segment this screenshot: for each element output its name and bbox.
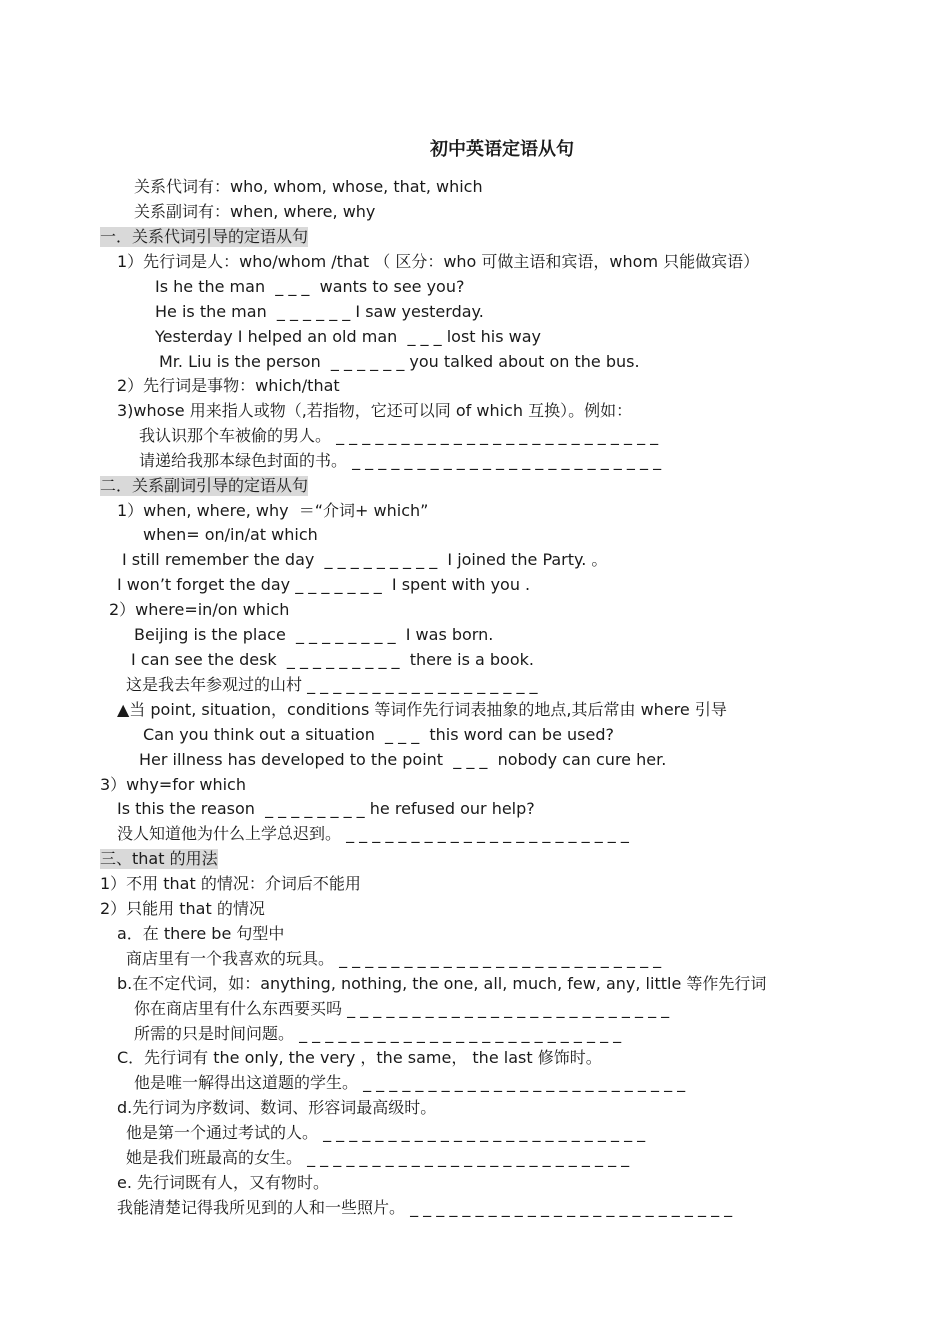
relative-adverbs-line: 关系副词有：when, where, why	[134, 202, 376, 221]
exercise-line: 请递给我那本绿色封面的书。 _ _ _ _ _ _ _ _ _ _ _ _ _ _ _ _ _ _ _ _ _ _ _ _	[139, 451, 662, 470]
exercise-line: Yesterday I helped an old man _ _ _ lost his way	[155, 327, 541, 346]
text-line: ▲当 point, situation，conditions 等词作先行词表抽象的地点,其后常由 where 引导	[117, 700, 727, 719]
exercise-line: 我认识那个车被偷的男人。 _ _ _ _ _ _ _ _ _ _ _ _ _ _ _ _ _ _ _ _ _ _ _ _ _	[139, 426, 659, 445]
text-line: b.在不定代词，如：anything, nothing, the one, all, much, few, any, little 等作先行词	[117, 974, 767, 993]
text-line: 1）when, where, why ＝“介词+ which”	[117, 501, 429, 520]
text-line: 2）只能用 that 的情况	[100, 899, 265, 918]
text-line: a．在 there be 句型中	[117, 924, 285, 943]
exercise-line: I won’t forget the day _ _ _ _ _ _ _ I spent with you .	[117, 575, 531, 594]
text-line: 3）why=for which	[100, 775, 246, 794]
text-line: 3)whose 用来指人或物（,若指物，它还可以同 of which 互换）。例如：	[117, 401, 633, 420]
exercise-line: Is he the man _ _ _ wants to see you?	[155, 277, 465, 296]
exercise-line: Is this the reason _ _ _ _ _ _ _ _ he refused our help?	[117, 799, 535, 818]
exercise-line: 我能清楚记得我所见到的人和一些照片。 _ _ _ _ _ _ _ _ _ _ _ _ _ _ _ _ _ _ _ _ _ _ _ _ _	[117, 1198, 733, 1217]
text-line: e. 先行词既有人，又有物时。	[117, 1173, 330, 1192]
section-heading-3: 三、that 的用法	[100, 849, 218, 868]
document-title: 初中英语定语从句	[430, 139, 574, 160]
text-line: 2）先行词是事物：which/that	[117, 376, 340, 395]
exercise-line: Beijing is the place _ _ _ _ _ _ _ _ I was born.	[134, 625, 494, 644]
text-line: 1）不用 that 的情况：介词后不能用	[100, 874, 361, 893]
exercise-line: 商店里有一个我喜欢的玩具。 _ _ _ _ _ _ _ _ _ _ _ _ _ _ _ _ _ _ _ _ _ _ _ _ _	[126, 949, 662, 968]
exercise-line: 你在商店里有什么东西要买吗 _ _ _ _ _ _ _ _ _ _ _ _ _ _ _ _ _ _ _ _ _ _ _ _ _	[134, 999, 670, 1018]
exercise-line: I can see the desk _ _ _ _ _ _ _ _ _ there is a book.	[131, 650, 534, 669]
relative-pronouns-line: 关系代词有：who, whom, whose, that, which	[134, 177, 483, 196]
exercise-line: I still remember the day _ _ _ _ _ _ _ _ _ I joined the Party. 。	[122, 550, 608, 569]
exercise-line: 他是第一个通过考试的人。 _ _ _ _ _ _ _ _ _ _ _ _ _ _ _ _ _ _ _ _ _ _ _ _ _	[126, 1123, 646, 1142]
exercise-line: Can you think out a situation _ _ _ this word can be used?	[143, 725, 614, 744]
exercise-line: 所需的只是时间问题。 _ _ _ _ _ _ _ _ _ _ _ _ _ _ _ _ _ _ _ _ _ _ _ _ _	[134, 1024, 622, 1043]
exercise-line: 这是我去年参观过的山村 _ _ _ _ _ _ _ _ _ _ _ _ _ _ _ _ _ _	[126, 675, 538, 694]
text-line: 2）where=in/on which	[109, 600, 290, 619]
exercise-line: 他是唯一解得出这道题的学生。 _ _ _ _ _ _ _ _ _ _ _ _ _ _ _ _ _ _ _ _ _ _ _ _ _	[134, 1073, 686, 1092]
exercise-line: Her illness has developed to the point _ _ _ nobody can cure her.	[139, 750, 667, 769]
exercise-line: 没人知道他为什么上学总迟到。 _ _ _ _ _ _ _ _ _ _ _ _ _ _ _ _ _ _ _ _ _ _	[117, 824, 629, 843]
section-heading-2: 二．关系副词引导的定语从句	[100, 476, 309, 495]
exercise-line: 她是我们班最高的女生。 _ _ _ _ _ _ _ _ _ _ _ _ _ _ _ _ _ _ _ _ _ _ _ _ _	[126, 1148, 630, 1167]
text-line: 1）先行词是人：who/whom /that （ 区分：who 可做主语和宾语，whom 只能做宾语）	[117, 252, 760, 271]
text-line: C．先行词有 the only, the very ，the same， the last 修饰时。	[117, 1048, 602, 1067]
text-line: d.先行词为序数词、数词、形容词最高级时。	[117, 1098, 437, 1117]
text-line: when= on/in/at which	[143, 525, 318, 544]
exercise-line: He is the man _ _ _ _ _ _ I saw yesterday.	[155, 302, 484, 321]
exercise-line: Mr. Liu is the person _ _ _ _ _ _ you talked about on the bus.	[159, 352, 640, 371]
section-heading-1: 一．关系代词引导的定语从句	[100, 227, 309, 246]
